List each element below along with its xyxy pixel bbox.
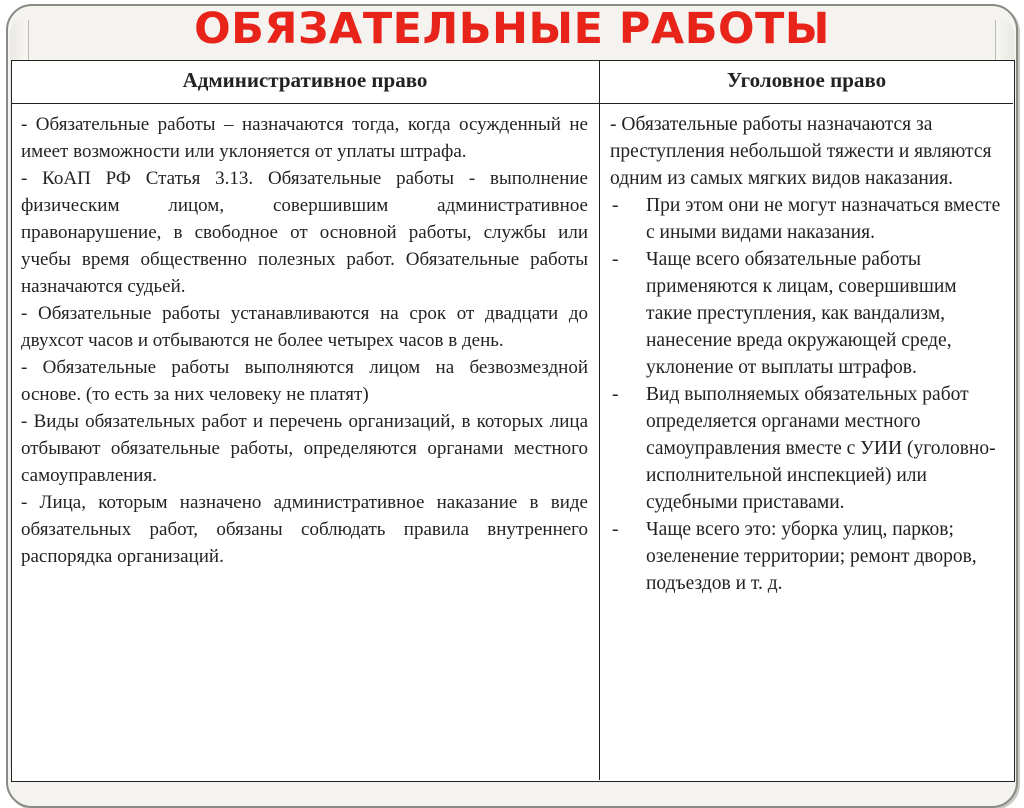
criminal-list-item: - Чаще всего это: уборка улиц, парков; озеленение территории; ремонт дворов, подъездов и т. д.	[610, 516, 1005, 597]
admin-paragraph: - Лица, которым назначено административное наказание в виде обязательных работ, обязаны соблюдать правила внутреннего распорядка организаций.	[21, 492, 588, 567]
administrative-law-cell	[21, 111, 588, 570]
admin-paragraph: - КоАП РФ Статья 3.13. Обязательные работы - выполнение физическим лицом, совершившим административное правонарушение, в свободное от основной работы, службы или учебы время общественно полезных работ. Обязательные работы назначаются судьей.	[21, 168, 588, 297]
admin-paragraph: - Обязательные работы – назначаются тогда, когда осужденный не имеет возможности или уклоняется от уплаты штрафа.	[21, 114, 588, 162]
header-criminal-law: Уголовное право	[726, 68, 887, 92]
column-divider	[599, 60, 600, 780]
admin-paragraph: - Виды обязательных работ и перечень организаций, в которых лица отбывают обязательные работы, определяются органами местного самоуправления.	[21, 411, 588, 486]
criminal-law-cell	[610, 111, 1005, 597]
admin-paragraph: - Обязательные работы выполняются лицом на безвозмездной основе. (то есть за них человеку не платят)	[21, 357, 588, 405]
criminal-list-item: - Вид выполняемых обязательных работ определяется органами местного самоуправления вместе с УИИ (уголовно-исполнительной инспекцией) или судебными приставами.	[610, 381, 1005, 516]
slide-title: ОБЯЗАТЕЛЬНЫЕ РАБОТЫ	[194, 4, 830, 54]
criminal-list	[610, 192, 1005, 597]
admin-paragraph: - Обязательные работы устанавливаются на срок от двадцати до двухсот часов и отбываются не более четырех часов в день.	[21, 303, 588, 351]
criminal-list-item: - При этом они не могут назначаться вместе с иными видами наказания.	[610, 192, 1005, 246]
criminal-list-item: - Чаще всего обязательные работы применяются к лицам, совершившим такие преступления, как вандализм, нанесение вреда окружающей среде, уклонение от выплаты штрафов.	[610, 246, 1005, 381]
criminal-intro: - Обязательные работы назначаются за преступления небольшой тяжести и являются одним из самых мягких видов наказания.	[610, 114, 992, 189]
header-divider	[11, 103, 1013, 104]
header-administrative-law: Административное право	[182, 68, 428, 92]
